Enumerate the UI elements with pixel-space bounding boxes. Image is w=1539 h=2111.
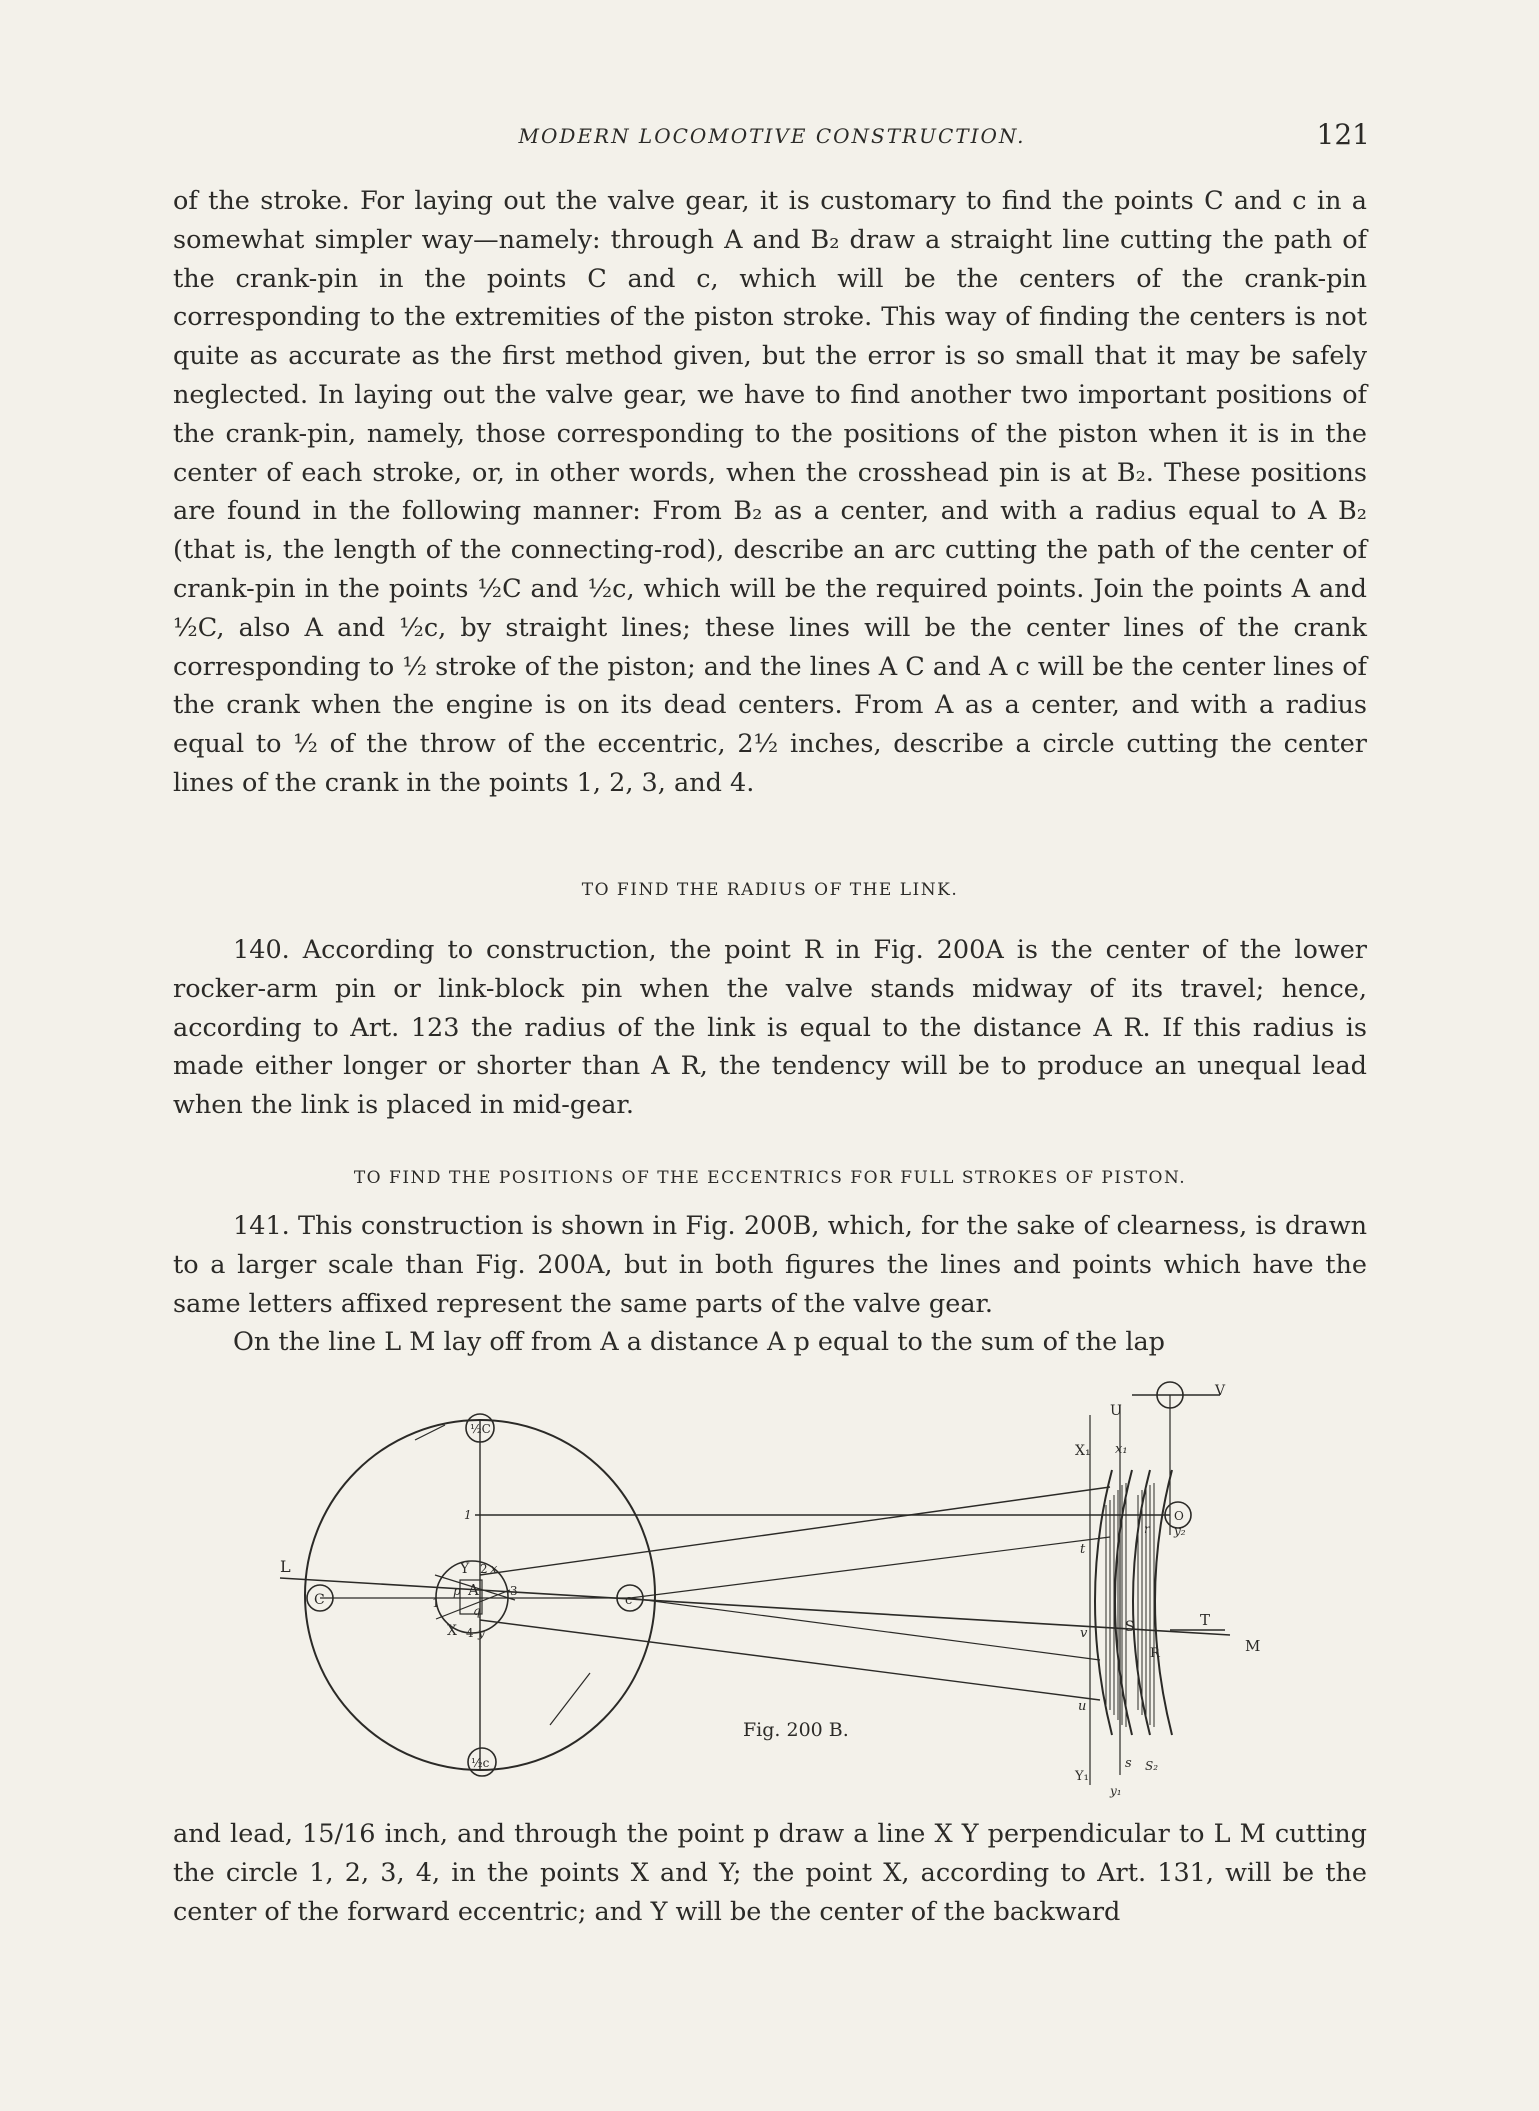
section-heading-link-radius: TO FIND THE RADIUS OF THE LINK. [581, 880, 959, 900]
line-lm [280, 1578, 1230, 1635]
svg-text:V: V [1215, 1383, 1226, 1399]
svg-text:X: X [447, 1623, 457, 1639]
paragraph-text: and lead, 15/16 inch, and through the point p draw a line X Y perpendicular to L M cutting the circle 1, 2, 3, 4, in the points X and Y; the point X, according to Art. 131, will be the center of the forward eccentric; and Y will be the center of the backward [173, 1819, 1367, 1927]
running-title: MODERN LOCOMOTIVE CONSTRUCTION. [518, 124, 1026, 148]
svg-text:v: v [1080, 1626, 1088, 1641]
svg-text:2: 2 [480, 1562, 488, 1576]
figure-200b [270, 1375, 1270, 1805]
svg-text:S: S [1125, 1619, 1135, 1635]
svg-text:Y: Y [460, 1561, 470, 1577]
svg-text:S₂: S₂ [1145, 1759, 1159, 1773]
svg-text:4: 4 [466, 1626, 474, 1640]
page-number: 121 [1316, 118, 1370, 151]
svg-text:3: 3 [510, 1584, 518, 1598]
svg-text:y: y [478, 1626, 485, 1640]
svg-text:C: C [314, 1592, 325, 1608]
paragraph-continuation [173, 182, 1367, 803]
svg-text:r: r [1144, 1522, 1150, 1536]
svg-text:R: R [1150, 1646, 1160, 1661]
paragraph-140 [173, 931, 1367, 1125]
svg-text:u: u [1078, 1699, 1087, 1714]
eccentric-rod-upper [480, 1487, 1110, 1575]
svg-text:T: T [1200, 1611, 1211, 1629]
svg-text:Y₁: Y₁ [1075, 1769, 1089, 1784]
svg-text:p: p [453, 1584, 461, 1598]
svg-text:y₂: y₂ [1174, 1524, 1186, 1538]
svg-text:x₁: x₁ [1115, 1442, 1128, 1457]
svg-text:y₁: y₁ [1110, 1784, 1122, 1798]
paragraph-text: 140. According to construction, the point R in Fig. 200A is the center of the lower rocker-arm pin or link-block pin when the valve stands midway of its travel; hence, according to Art. 123 the radius of the link is equal to the distance A R. If this radius is made either longer or shorter than A R, the tendency will be to produce an unequal lead when the link is placed in mid-gear. [173, 935, 1367, 1121]
paragraph-text: On the line L M lay off from A a distance A p equal to the sum of the lap [233, 1327, 1166, 1358]
svg-text:X₁: X₁ [1075, 1443, 1091, 1459]
svg-text:t: t [1080, 1542, 1086, 1557]
paragraph-continued [173, 1815, 1367, 1931]
section-heading-eccentric-positions: TO FIND THE POSITIONS OF THE ECCENTRICS FOR FULL STROKES OF PISTON. [353, 1168, 1187, 1188]
svg-text:c: c [625, 1593, 633, 1608]
paragraph-text: of the stroke. For laying out the valve gear, it is customary to find the points C and c in a somewhat simpler way—namely: through A and B₂ draw a straight line cutting the path of the crank-pin in the points C and c, which will be the centers of the crank-pin corresponding to the extremities of the piston stroke. This way of finding the centers is not quite as accurate as the first method given, but the error is so small that it may be safely neglected. In laying out the valve gear, we have to find another two important positions of the crank-pin, namely, those corresponding to the positions of the piston when it is in the center of each stroke, or, in other words, when the crosshead pin is at B₂. These positions are found in the following manner: From B₂ as a center, and with a radius equal to A B₂ (that is, the length of the connecting-rod), describe an arc cutting the path of the center of crank-pin in the points ½C and ½c, which will be the required points. Join the points A and ½C, also A and ½c, by straight lines; these lines will be the center lines of the crank corresponding to ½ stroke of the piston; and the lines A C and A c will be the center lines of the crank when the engine is on its dead centers. From A as a center, and with a radius equal to ½ of the throw of the eccentric, 2½ inches, describe a circle cutting the center lines of the crank in the points 1, 2, 3, and 4. [173, 186, 1367, 798]
svg-text:A: A [468, 1581, 479, 1599]
paragraph-141 [173, 1207, 1367, 1362]
svg-text:½C: ½C [470, 1422, 491, 1436]
svg-text:L: L [280, 1557, 291, 1576]
svg-text:1: 1 [464, 1508, 472, 1522]
svg-text:O: O [1174, 1509, 1184, 1523]
running-head [174, 118, 1370, 158]
svg-text:U: U [1110, 1403, 1122, 1419]
svg-text:x: x [490, 1562, 498, 1577]
svg-text:M: M [1245, 1637, 1261, 1655]
eccentric-rod-lower [480, 1620, 1100, 1700]
paragraph-text: 141. This construction is shown in Fig. 200B, which, for the sake of clearness, is drawn to a larger scale than Fig. 200A, but in both figures the lines and points which have the same letters affixed represent the same parts of the valve gear. [173, 1211, 1367, 1319]
svg-text:1: 1 [432, 1596, 440, 1610]
svg-text:½c: ½c [471, 1756, 490, 1770]
svg-text:q: q [473, 1604, 481, 1618]
svg-text:s: s [1125, 1756, 1132, 1771]
figure-caption: Fig. 200 B. [743, 1719, 849, 1741]
